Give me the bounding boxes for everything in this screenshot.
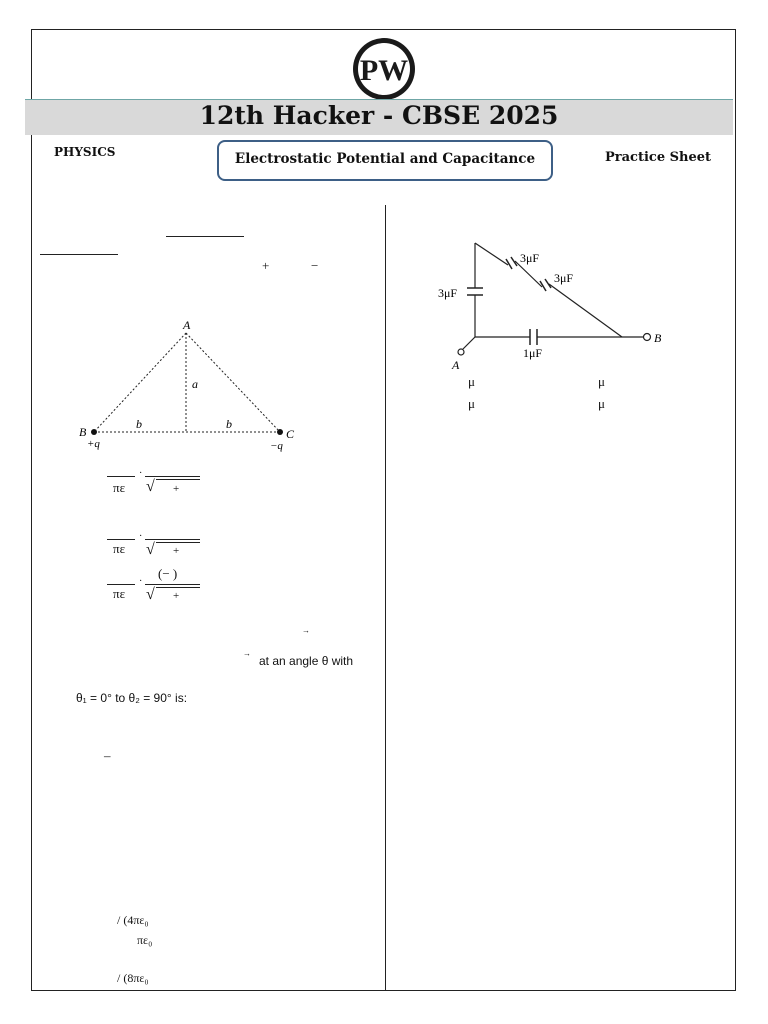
answer-line-2: πε₀ [137,933,153,947]
pi-eps-1: πε [113,480,126,495]
pi-eps-3: πε [113,586,126,601]
root-2: √ [146,541,155,558]
plus-2: + [173,545,180,557]
dot-3: · [139,576,143,587]
label-terminal-b: B [654,331,662,345]
vector-arrow-2: → [243,649,251,658]
plus-sign: + [262,258,270,273]
charge-c-dot [277,429,283,435]
terminal-b [644,334,651,341]
fraction-bar-1a [107,476,135,477]
option-mu-2: μ [598,374,605,389]
label-c-top1: 3μF [520,251,540,265]
option-mu-4: μ [598,396,605,411]
label-plus-q: +q [87,438,100,450]
fraction-bar-3b [145,584,200,585]
capacitor-circuit [430,235,670,375]
fraction-bar-2a [107,539,135,540]
angle-text: at an angle θ with [259,654,354,668]
terminal-a [458,349,464,355]
topic-box: Electrostatic Potential and Capacitance [217,140,553,181]
fraction-bar-3a [107,584,135,585]
label-c-top2: 3μF [554,271,574,285]
page-title: 12th Hacker - CBSE 2025 [199,101,559,130]
label-b-left: b [136,417,142,431]
label-B: B [79,425,87,439]
label-A: A [183,318,191,332]
triangle-diagram [75,315,305,455]
minus-sign: − [311,258,319,273]
column-divider [385,205,386,990]
label-C: C [286,427,295,441]
pw-logo [352,37,416,101]
logo-text: PW [359,54,409,87]
root-1: √ [146,478,155,495]
root-bar-1 [156,479,200,480]
underline-1 [166,236,244,237]
root-bar-3 [156,587,200,588]
fraction-bar-1b [145,476,200,477]
label-minus-q: −q [270,440,283,452]
plus-3: + [173,590,180,602]
paren-3: (− ) [158,566,178,581]
fraction-bar-2b [145,539,200,540]
dash-mark: – [104,748,111,763]
label-c-left: 3μF [438,286,458,300]
answer-line-3: / (8πε₀ [117,971,149,985]
option-mu-3: μ [468,396,475,411]
label-a: a [192,377,198,391]
label-c-bottom: 1μF [523,346,543,360]
title-band [25,99,733,135]
sheet-type-label: Practice Sheet [605,150,712,165]
answer-line-1: / (4πε₀ [117,913,149,927]
plus-1: + [173,483,180,495]
underline-2 [40,254,118,255]
charge-b-dot [91,429,97,435]
pi-eps-2: πε [113,541,126,556]
option-mu-1: μ [468,374,475,389]
theta-text: θ₁ = 0° to θ₂ = 90° is: [76,691,188,705]
dot-2: · [139,531,143,542]
root-3: √ [146,586,155,603]
label-b-right: b [226,417,232,431]
label-terminal-a: A [452,358,460,372]
root-bar-2 [156,542,200,543]
vector-arrow-1: → [302,626,310,635]
dot-1: · [139,468,143,479]
subject-label: PHYSICS [54,145,116,159]
